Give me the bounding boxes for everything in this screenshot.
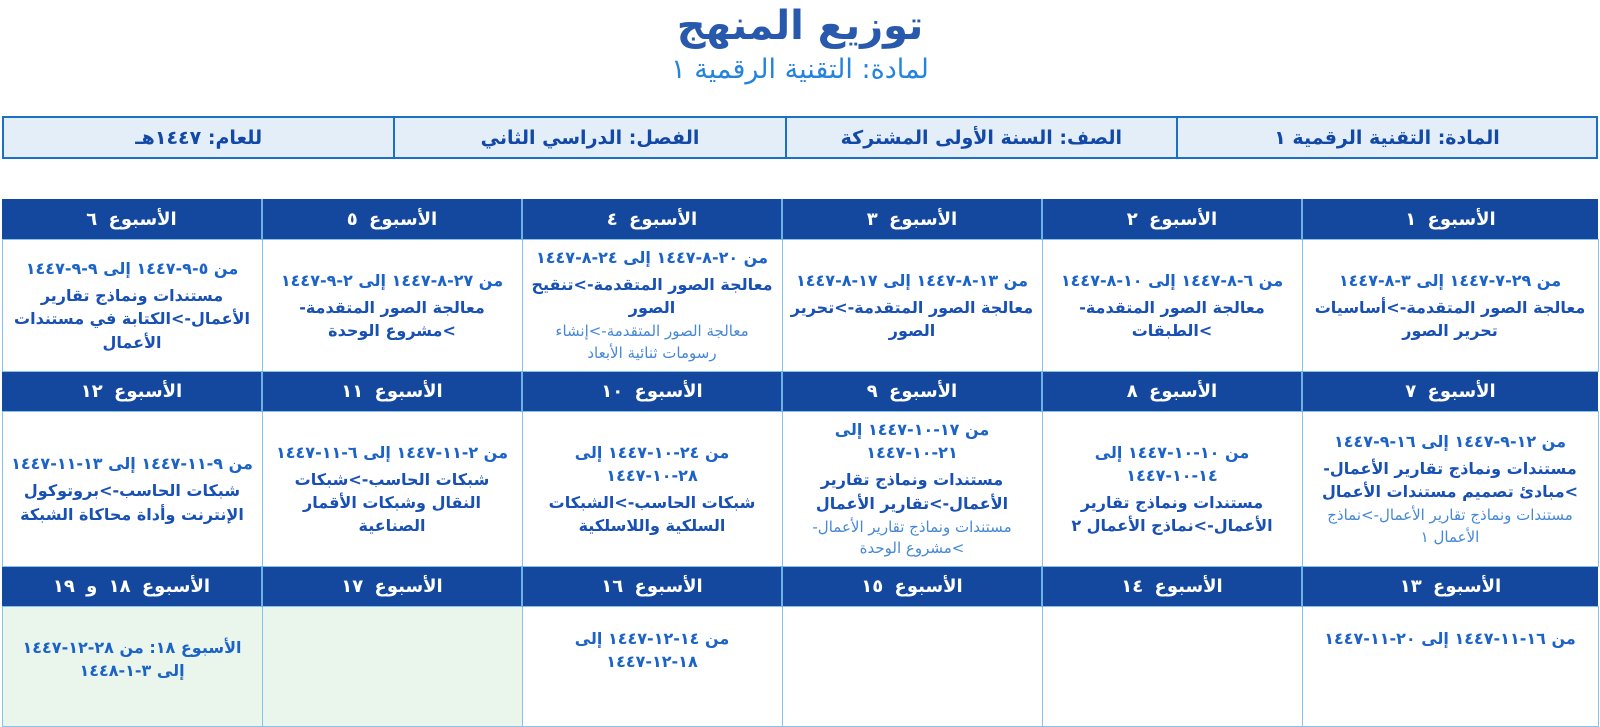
week-7-topic-1: مستندات ونماذج تقارير الأعمال->مبادئ تصميم مستندات الأعمال: [1321, 458, 1578, 501]
week-5-cell: [262, 239, 522, 371]
week-14-cell: [1042, 607, 1302, 727]
week-2-header: الأسبوع ٢: [1042, 199, 1302, 239]
week-18-19-dates: الأسبوع ١٨: من ٢٨-١٢-١٤٤٧ إلى ٣-١-١٤٤٨: [22, 638, 242, 681]
curriculum-distribution-page: [0, 2, 1600, 727]
week-10-dates: من ٢٤-١٠-١٤٤٧ إلى ٢٨-١٠-١٤٤٧: [574, 442, 730, 485]
week-header-row-1: [2, 199, 1598, 239]
week-4-topic-2: معالجة الصور المتقدمة->إنشاء رسومات ثنائية الأبعاد: [555, 322, 749, 363]
week-4-cell: [522, 239, 782, 371]
week-content-row-2: [2, 411, 1598, 566]
week-11-header: الأسبوع ١١: [262, 371, 522, 411]
week-4-header: الأسبوع ٤: [522, 199, 782, 239]
week-12-topic-1: شبكات الحاسب->بروتوكول الإنترنت وأداة محاكاة الشبكة: [20, 481, 244, 524]
week-9-dates: من ١٧-١٠-١٤٤٧ إلى ٢١-١٠-١٤٤٧: [834, 419, 990, 463]
week-10-cell: [522, 411, 782, 566]
week-1-cell: [1302, 239, 1598, 371]
page-subtitle: لمادة: التقنية الرقمية ١: [671, 54, 929, 85]
week-1-dates: من ٢٩-٧-١٤٤٧ إلى ٣-٨-١٤٤٧: [1338, 270, 1562, 290]
week-3-cell: [782, 239, 1042, 371]
info-cell-grade: الصف: السنة الأولى المشتركة: [786, 117, 1177, 158]
week-1-topic-1: معالجة الصور المتقدمة->أساسيات تحرير الصور: [1314, 297, 1586, 341]
info-cell-year: للعام: ١٤٤٧هـ: [3, 117, 394, 158]
week-16-cell: [522, 607, 782, 727]
info-cell-subject: المادة: التقنية الرقمية ١: [1177, 117, 1597, 158]
week-7-dates: من ١٢-٩-١٤٤٧ إلى ١٦-٩-١٤٤٧: [1334, 431, 1566, 451]
week-9-cell: [782, 411, 1042, 566]
info-cell-semester: الفصل: الدراسي الثاني: [394, 117, 785, 158]
week-5-dates: من ٢٧-٨-١٤٤٧ إلى ٢-٩-١٤٤٧: [280, 270, 504, 290]
week-11-dates: من ٢-١١-١٤٤٧ إلى ٦-١١-١٤٤٧: [276, 442, 508, 462]
week-7-header: الأسبوع ٧: [1302, 371, 1598, 411]
week-6-header: الأسبوع ٦: [2, 199, 262, 239]
week-8-cell: [1042, 411, 1302, 566]
week-12-header: الأسبوع ١٢: [2, 371, 262, 411]
week-18-19-cell: [2, 607, 262, 727]
week-3-dates: من ١٣-٨-١٤٤٧ إلى ١٧-٨-١٤٤٧: [796, 270, 1028, 290]
week-content-row-1: [2, 239, 1598, 371]
week-8-header: الأسبوع ٨: [1042, 371, 1302, 411]
week-15-cell: [782, 607, 1042, 727]
week-17-cell: [262, 607, 522, 727]
week-9-header: الأسبوع ٩: [782, 371, 1042, 411]
week-12-cell: [2, 411, 262, 566]
week-12-dates: من ٩-١١-١٤٤٧ إلى ١٣-١١-١٤٤٧: [11, 454, 253, 474]
week-16-header: الأسبوع ١٦: [522, 567, 782, 607]
week-3-header: الأسبوع ٣: [782, 199, 1042, 239]
week-4-topic-1: معالجة الصور المتقدمة->تنقيح الصور: [531, 275, 773, 318]
course-info-row: [3, 117, 1597, 158]
week-3-topic-1: معالجة الصور المتقدمة->تحرير الصور: [790, 297, 1034, 341]
week-2-topic-1: معالجة الصور المتقدمة->الطبقات: [1079, 297, 1265, 341]
page-title: توزيع المنهج: [676, 3, 924, 49]
week-9-topic-1: مستندات ونماذج تقارير الأعمال->تقارير الأعمال: [815, 470, 1009, 513]
week-8-topic-1: مستندات ونماذج تقارير الأعمال->نماذج الأعمال ٢: [1071, 493, 1273, 536]
week-header-row-3: [2, 567, 1598, 607]
week-4-dates: من ٢٠-٨-١٤٤٧ إلى ٢٤-٨-١٤٤٧: [536, 247, 768, 267]
week-7-cell: [1302, 411, 1598, 566]
week-11-topic-1: شبكات الحاسب->شبكات النقال وشبكات الأقمار الصناعية: [294, 469, 490, 536]
week-13-cell: [1302, 607, 1598, 727]
week-7-topic-2: مستندات ونماذج تقارير الأعمال->نماذج الأعمال ١: [1327, 506, 1573, 546]
week-14-header: الأسبوع ١٤: [1042, 567, 1302, 607]
week-18-19-header: الأسبوع ١٨ و ١٩: [2, 567, 262, 607]
week-11-cell: [262, 411, 522, 566]
week-6-topic-1: مستندات ونماذج تقارير الأعمال->الكتابة في مستندات الأعمال: [14, 286, 250, 352]
week-8-dates: من ١٠-١٠-١٤٤٧ إلى ١٤-١٠-١٤٤٧: [1094, 442, 1250, 485]
week-1-header: الأسبوع ١: [1302, 199, 1598, 239]
week-15-header: الأسبوع ١٥: [782, 567, 1042, 607]
week-16-dates: من ١٤-١٢-١٤٤٧ إلى ١٨-١٢-١٤٤٧: [574, 629, 730, 672]
week-17-header: الأسبوع ١٧: [262, 567, 522, 607]
week-5-header: الأسبوع ٥: [262, 199, 522, 239]
week-10-topic-1: شبكات الحاسب->الشبكات السلكية واللاسلكية: [548, 493, 756, 536]
week-content-row-3: [2, 607, 1598, 727]
course-info-bar: [2, 116, 1598, 159]
week-5-topic-1: معالجة الصور المتقدمة->مشروع الوحدة: [299, 297, 485, 341]
schedule-table: [2, 199, 1599, 727]
week-6-dates: من ٥-٩-١٤٤٧ إلى ٩-٩-١٤٤٧: [25, 259, 239, 279]
week-9-topic-2: مستندات ونماذج تقارير الأعمال->مشروع الوحدة: [812, 517, 1012, 558]
week-2-dates: من ٦-٨-١٤٤٧ إلى ١٠-٨-١٤٤٧: [1060, 270, 1284, 290]
week-header-row-2: [2, 371, 1598, 411]
week-6-cell: [2, 239, 262, 371]
week-10-header: الأسبوع ١٠: [522, 371, 782, 411]
week-13-header: الأسبوع ١٣: [1302, 567, 1598, 607]
week-13-dates: من ١٦-١١-١٤٤٧ إلى ٢٠-١١-١٤٤٧: [1324, 629, 1576, 649]
week-2-cell: [1042, 239, 1302, 371]
